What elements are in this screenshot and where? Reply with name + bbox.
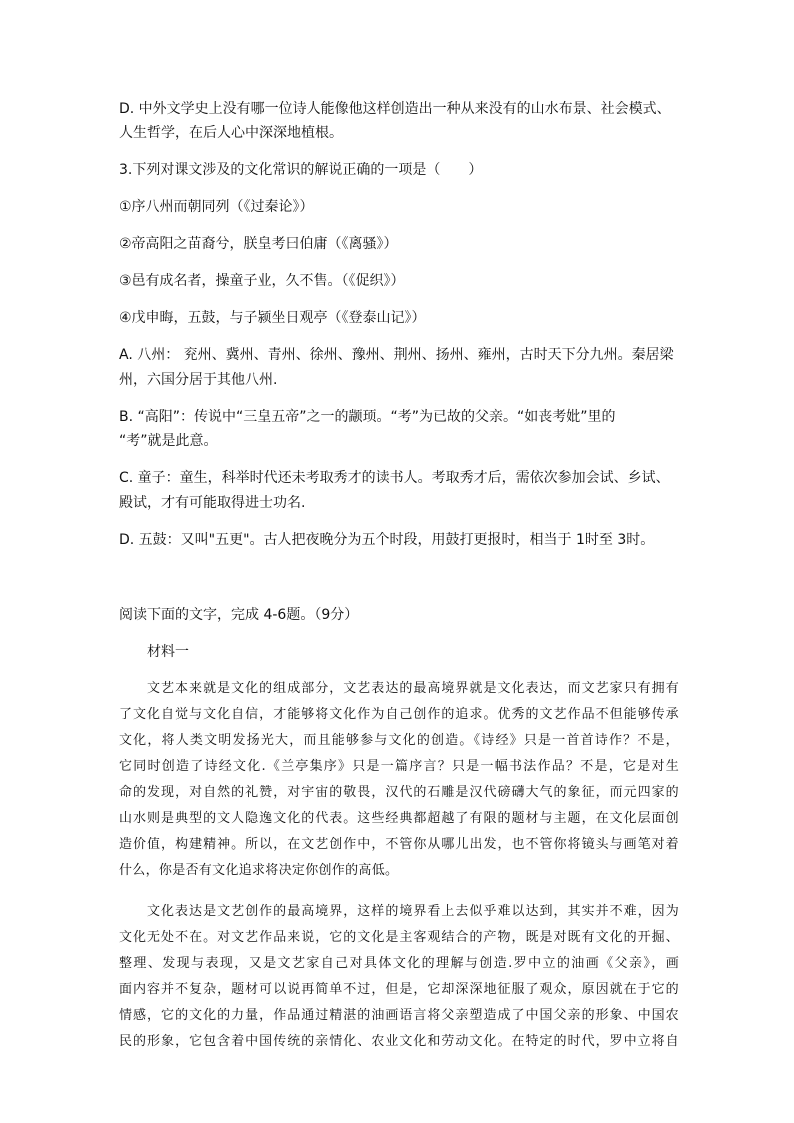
paragraph-2-line-2: 文化无处不在。对文艺作品来说，它的文化是主客观结合的产物，既是对既有文化的开掘、: [119, 930, 679, 945]
paragraph-2-line-4: 面内容并不复杂，题材可以说再简单不过，但是，它却深深地征服了观众，原因就在于它的: [119, 982, 679, 997]
option-b-line-1: B. “高阳”：传说中“三皇五帝”之一的颛顼。“考”为已故的父亲。“如丧考妣”里的: [119, 409, 616, 425]
paragraph-1-line-1: 文艺本来就是文化的组成部分，文艺表达的最高境界就是文化表达，而文艺家只有拥有: [147, 681, 679, 696]
option-c-line-2: 殿试，才有可能取得进士功名.: [119, 495, 306, 511]
quote-item-1: ①序八州而朝同列（《过秦论》）: [119, 199, 314, 215]
quote-item-3: ③邑有成名者，操童子业，久不售。（《促织》）: [119, 273, 405, 289]
question-3: 3.下列对课文涉及的文化常识的解说正确的一项是（ ）: [119, 162, 483, 178]
reading-instruction: 阅读下面的文字，完成 4-6题。（9分）: [119, 607, 359, 623]
quote-item-4: ④戊申晦，五鼓，与子颍坐日观亭（《登泰山记》）: [119, 310, 426, 326]
paragraph-2-line-5: 情感，它的文化的力量，作品通过精湛的油画语言将父亲塑造成了中国父亲的形象、中国农: [119, 1008, 679, 1023]
quote-item-2: ②帝高阳之苗裔兮，朕皇考曰伯庸（《离骚》）: [119, 236, 398, 252]
paragraph-1-line-6: 山水则是典型的文人隐逸文化的代表。这些经典都超越了有限的题材与主题，在文化层面创: [119, 811, 679, 826]
material-title: 材料一: [147, 644, 189, 660]
paragraph-1-line-3: 文化，将人类文明发扬光大，而且能够参与文化的创造。《诗经》只是一首首诗作？不是，: [119, 733, 679, 748]
option-a-line-1: A. 八州： 兖州、冀州、青州、徐州、豫州、荆州、扬州、雍州，古时天下分九州。秦居梁: [119, 347, 674, 363]
option-d-answer: D. 五鼓：又叫"五更"。古人把夜晚分为五个时段，用鼓打更报时，相当于 1时至 3时。: [119, 532, 655, 548]
paragraph-1-line-8: 什么，你是否有文化追求将决定你创作的高低。: [119, 863, 399, 878]
paragraph-1-line-5: 命的发现，对自然的礼赞，对宇宙的敬畏，汉代的石雕是汉代磅礴大气的象征，而元四家的: [119, 785, 679, 800]
option-c-line-1: C. 童子：童生，科举时代还未考取秀才的读书人。考取秀才后，需依次参加会试、乡试、: [119, 470, 670, 486]
paragraph-2-line-6: 民的形象，它包含着中国传统的亲情化、农业文化和劳动文化。在特定的时代，罗中立将自: [119, 1034, 679, 1049]
paragraph-1-line-7: 造价值，构建精神。所以，在文艺创作中，不管你从哪儿出发，也不管你将镜头与画笔对着: [119, 837, 679, 852]
option-d-line-2: 人生哲学，在后人心中深深地植根。: [119, 125, 343, 141]
paragraph-1-line-2: 了文化自觉与文化自信，才能够将文化作为自己创作的追求。优秀的文艺作品不但能够传承: [119, 707, 679, 722]
paragraph-1-line-4: 它同时创造了诗经文化.《兰亭集序》只是一篇序言？只是一幅书法作品？不是，它是对生: [119, 759, 679, 774]
option-a-line-2: 州，六国分居于其他八州.: [119, 372, 278, 388]
paragraph-2-line-1: 文化表达是文艺创作的最高境界，这样的境界看上去似乎难以达到，其实并不难，因为: [147, 904, 679, 919]
option-d-line-1: D. 中外文学史上没有哪一位诗人能像他这样创造出一种从来没有的山水布景、社会模式、: [119, 101, 671, 117]
paragraph-2-line-3: 整理、发现与表现，又是文艺家自己对具体文化的理解与创造.罗中立的油画《父亲》，画: [119, 956, 679, 971]
option-b-line-2: “考”就是此意。: [119, 433, 218, 449]
